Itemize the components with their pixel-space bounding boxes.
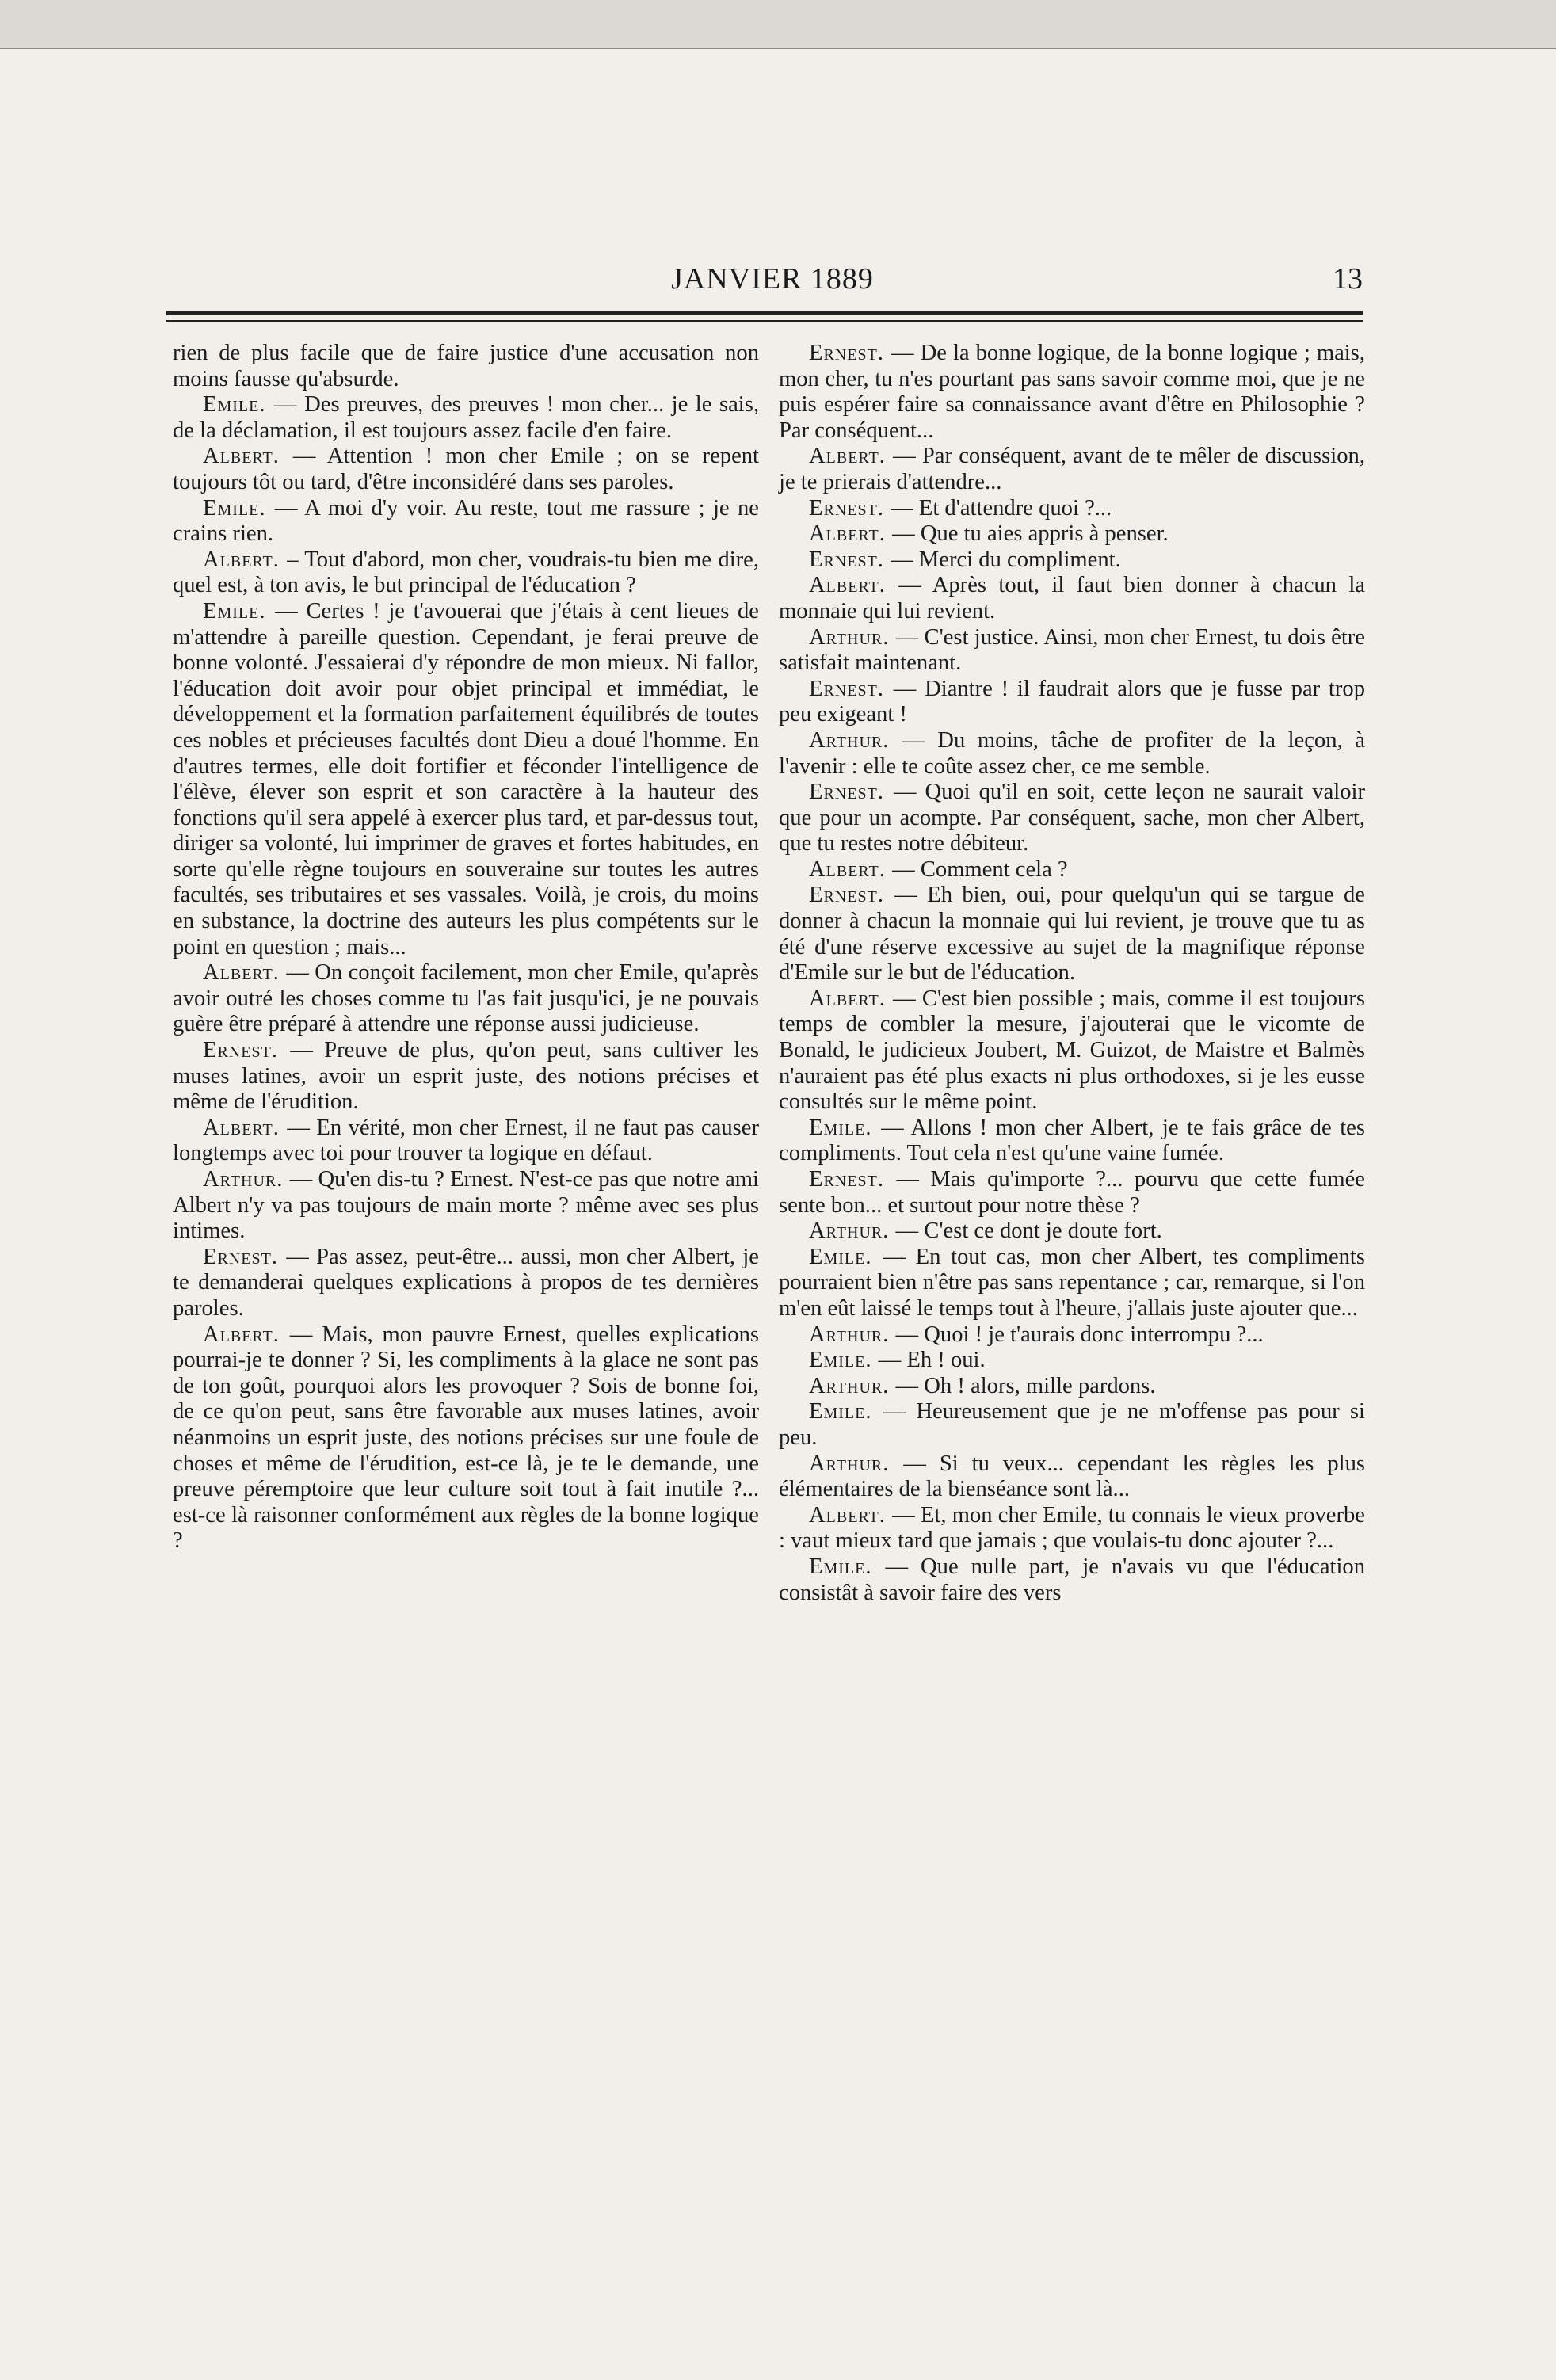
page-header [182,261,1363,309]
dialogue-text: — Que tu aies appris à penser. [892,521,1169,547]
speaker-name: Arthur. [809,1219,896,1244]
dialogue-paragraph [173,599,759,960]
speaker-name: Ernest. [809,676,894,701]
dialogue-paragraph [779,1245,1365,1322]
dialogue-paragraph [779,1322,1365,1348]
dialogue-text: — En vérité, mon cher Ernest, il ne faut pas causer longtemps avec toi pour trouver ta logique en défaut. [173,1115,760,1166]
speaker-name: Emile. [809,1244,883,1269]
speaker-name: Ernest. [203,1038,291,1063]
dialogue-text: rien de plus facile que de faire justice d'une accusation non moins fausse qu'absurde. [173,341,759,391]
dialogue-paragraph [779,444,1365,495]
dialogue-text: — Après tout, il faut bien donner à chacun la monnaie qui lui revient. [779,573,1365,624]
speaker-name: Albert. [809,521,893,547]
dialogue-paragraph [779,986,1365,1116]
speaker-name: Emile. [809,1348,879,1373]
speaker-name: Emile. [809,1399,883,1425]
speaker-name: Albert. [809,573,899,598]
dialogue-text: — C'est bien possible ; mais, comme il est toujours temps de combler la mesure, j'ajouterai que le vicomte de Bonald, le judicieux Joubert, M. Guizot, de Maistre et Balmès n'auraient pas été plus exacts ni plus orthodoxes, si je les eusse consultés sur le même point. [779,986,1365,1115]
dialogue-paragraph [779,1348,1365,1374]
dialogue-paragraph [779,677,1365,728]
dialogue-text: — C'est justice. Ainsi, mon cher Ernest, tu dois être satisfait maintenant. [779,624,1365,676]
dialogue-text: — Mais, mon pauvre Ernest, quelles explications pourrai-je te donner ? Si, les compliments à la glace ne sont pas de ton goût, pourquoi alors les provoquer ? Sois de bonne foi, de ce qu'on peut, sans être favorable aux muses latines, avoir néanmoins un esprit juste, des notions précises sur une foule de choses et même de l'érudition, est-ce là, je te le demande, une preuve péremptoire que leur culture soit tout à fait inutile ?... est-ce là raisonner conformément aux règles de la bonne logique ? [173,1322,759,1554]
dialogue-paragraph [779,1167,1365,1219]
dialogue-text: — Et, mon cher Emile, tu connais le vieux proverbe : vaut mieux tard que jamais ; que voulais-tu donc ajouter ?... [779,1502,1365,1554]
dialogue-paragraph [779,496,1365,522]
speaker-name: Albert. [809,444,894,469]
dialogue-text: — Eh bien, oui, pour quelqu'un qui se targue de donner à chacun la monnaie qui lui revient, je trouve que tu as été d'une réserve excessive au sujet de la magnifique réponse d'Emile sur le but de l'éducation. [779,883,1365,986]
dialogue-paragraph [173,1322,759,1554]
dialogue-paragraph [779,1554,1365,1606]
dialogue-paragraph [779,521,1365,547]
dialogue-paragraph [779,1399,1365,1451]
dialogue-text: — Allons ! mon cher Albert, je te fais grâce de tes compliments. Tout cela n'est qu'une vaine fumée. [779,1115,1365,1166]
speaker-name: Emile. [203,495,275,521]
dialogue-paragraph [173,1245,759,1322]
dialogue-text: — Qu'en dis-tu ? Ernest. N'est-ce pas que notre ami Albert n'y va pas toujours de main morte ? même avec ses plus intimes. [173,1167,759,1244]
dialogue-paragraph [779,1374,1365,1400]
dialogue-paragraph [779,547,1365,574]
dialogue-paragraph [779,857,1365,883]
dialogue-text: — Comment cela ? [892,856,1068,882]
dialogue-paragraph [173,444,759,495]
dialogue-text: — Que nulle part, je n'avais vu que l'éducation consistât à savoir faire des vers [779,1554,1366,1605]
dialogue-text: — Quoi ! je t'aurais donc interrompu ?... [895,1322,1264,1347]
speaker-name: Ernest. [809,547,891,572]
speaker-name: Emile. [809,1115,882,1140]
speaker-name: Albert. [809,856,893,882]
speaker-name: Albert. [203,1115,288,1140]
speaker-name: Ernest. [203,1244,287,1269]
page-title: JANVIER 1889 [671,262,874,296]
speaker-name: Ernest. [809,495,891,521]
dialogue-text: – Tout d'abord, mon cher, voudrais-tu bien me dire, quel est, à ton avis, le but principal de l'éducation ? [173,547,760,598]
dialogue-paragraph [779,1219,1365,1245]
dialogue-paragraph [779,780,1365,857]
dialogue-text: — Merci du compliment. [891,547,1121,572]
dialogue-text: — Oh ! alors, mille pardons. [895,1373,1156,1398]
dialogue-text: — Par conséquent, avant de te mêler de discussion, je te prierais d'attendre... [779,444,1365,494]
dialogue-paragraph [173,1038,759,1116]
header-rule-thick [166,311,1363,315]
dialogue-text: — Du moins, tâche de profiter de la leçon, à l'avenir : elle te coûte assez cher, ce me semble. [779,727,1366,779]
dialogue-paragraph [173,392,759,444]
speaker-name: Emile. [203,392,274,418]
dialogue-paragraph [779,728,1365,780]
speaker-name: Albert. [809,1502,893,1528]
dialogue-text: — On conçoit facilement, mon cher Emile, qu'après avoir outré les choses comme tu l'as fait jusqu'ici, je ne pouvais guère être préparé à attendre une réponse aussi judicieuse. [173,960,760,1037]
speaker-name: Arthur. [809,624,896,650]
speaker-name: Arthur. [809,1451,904,1476]
dialogue-text: — En tout cas, mon cher Albert, tes compliments pourraient bien n'être pas sans repentance ; car, remarque, si l'on m'en eût laissé le temps tout à l'heure, j'allais juste ajouter que... [779,1244,1366,1321]
dialogue-paragraph [173,341,759,392]
speaker-name: Arthur. [203,1167,290,1192]
dialogue-paragraph [779,1451,1365,1503]
dialogue-text: — C'est ce dont je doute fort. [895,1219,1162,1244]
speaker-name: Arthur. [809,727,903,753]
speaker-name: Arthur. [809,1373,896,1398]
speaker-name: Albert. [203,1322,290,1347]
speaker-name: Ernest. [809,883,895,908]
dialogue-text: — A moi d'y voir. Au reste, tout me rassure ; je ne crains rien. [173,495,759,547]
dialogue-text: — Certes ! je t'avouerai que j'étais à cent lieues de m'attendre à pareille question. Cependant, je ferai preuve de bonne volonté. J'essaierai d'y répondre de mon mieux. Ni fallor, l'éducation doit avoir pour objet principal et immédiat, le développement et la formation parfaitement équilibrés de toutes ces nobles et précieuses facultés dont Dieu a doué l'homme. En d'autres termes, elle doit fortifier et féconder l'intelligence de l'élève, élever son esprit et son caractère à la hauteur des fonctions qu'il sera appelé à exercer plus tard, et par-dessus tout, diriger sa volonté, lui imprimer de graves et fortes habitudes, en sorte qu'elle règne toujours en souveraine sur toutes les autres facultés, ses tributaires et ses vassales. Voilà, je crois, du moins en substance, la doctrine des auteurs les plus compétents sur le point en question ; mais... [173,598,760,959]
dialogue-paragraph [173,1167,759,1245]
dialogue-paragraph [173,547,759,599]
dialogue-text: — Attention ! mon cher Emile ; on se repent toujours tôt ou tard, d'être inconsidéré dans ses paroles. [173,444,759,494]
dialogue-text: — Pas assez, peut-être... aussi, mon cher Albert, je te demanderai quelques explications à propos de tes dernières paroles. [173,1244,759,1321]
dialogue-text: — Diantre ! il faudrait alors que je fusse par trop peu exigeant ! [779,676,1365,727]
speaker-name: Emile. [809,1554,886,1579]
dialogue-text: — Mais qu'importe ?... pourvu que cette fumée sente bon... et surtout pour notre thèse ? [779,1167,1365,1218]
speaker-name: Albert. [203,444,293,469]
dialogue-paragraph [173,496,759,547]
dialogue-text: — Des preuves, des preuves ! mon cher... je le sais, de la déclamation, il est toujours assez facile d'en faire. [173,392,759,443]
dialogue-text: — Et d'attendre quoi ?... [891,495,1112,521]
dialogue-paragraph [779,883,1365,986]
dialogue-text: — Eh ! oui. [878,1348,986,1373]
dialogue-paragraph [779,341,1365,444]
speaker-name: Albert. [203,547,288,572]
header-rule-thin [166,320,1363,322]
dialogue-text: — Heureusement que je ne m'offense pas pour si peu. [779,1399,1365,1450]
dialogue-text: — Quoi qu'il en soit, cette leçon ne saurait valoir que pour un acompte. Par conséquent, sache, mon cher Albert, que tu restes notre débiteur. [779,780,1365,856]
dialogue-paragraph [779,1503,1365,1554]
speaker-name: Ernest. [809,780,894,805]
dialogue-text: — Preuve de plus, qu'on peut, sans cultiver les muses latines, avoir un esprit juste, des notions précises et même de l'érudition. [173,1038,759,1115]
right-column [779,341,1365,1606]
speaker-name: Albert. [203,960,287,986]
scan-top-edge [0,0,1556,49]
dialogue-paragraph [173,1116,759,1167]
page-number: 13 [1333,262,1363,296]
speaker-name: Albert. [809,986,894,1011]
speaker-name: Emile. [203,598,276,624]
left-column [173,341,759,1554]
dialogue-paragraph [173,960,759,1038]
speaker-name: Ernest. [809,341,891,365]
dialogue-paragraph [779,573,1365,624]
speaker-name: Ernest. [809,1167,897,1192]
dialogue-text: — Si tu veux... cependant les règles les plus élémentaires de la bienséance sont là... [779,1451,1366,1502]
dialogue-text: — De la bonne logique, de la bonne logique ; mais, mon cher, tu n'es pourtant pas sans savoir comme moi, que je ne puis espérer faire sa connaissance avant d'être en Philosophie ? Par conséquent... [779,341,1365,443]
speaker-name: Arthur. [809,1322,896,1347]
dialogue-paragraph [779,1116,1365,1167]
dialogue-paragraph [779,625,1365,677]
